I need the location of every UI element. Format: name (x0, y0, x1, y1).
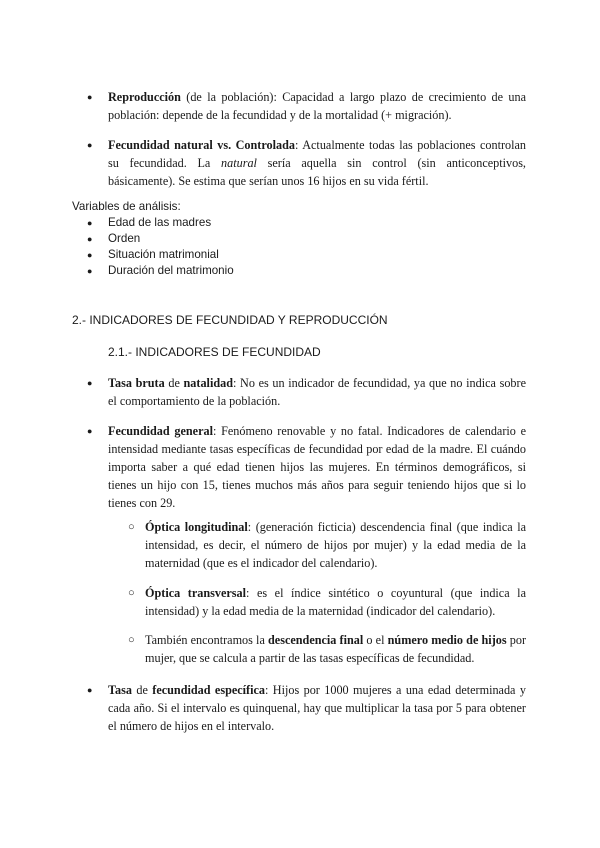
paragraph-fecundidad-general (108, 422, 526, 512)
bullet-icon: ● (87, 234, 93, 244)
paragraph-tasa-especifica (108, 681, 526, 735)
term-fecundidad-general: Fecundidad general (108, 424, 213, 438)
paragraph-optica-longitudinal (145, 518, 526, 572)
variable-item: Orden (108, 232, 141, 245)
text-tasa-especifica: : Hijos por 1000 mujeres a una edad determinada y cada año. Si el intervalo es quinquenal, hay que multiplicar la tasa por 5 para obtener el número de hijos en el intervalo. (108, 683, 526, 733)
paragraph-tasa-bruta (108, 374, 526, 410)
bullet-icon: ● (87, 140, 93, 150)
text-de: de (131, 683, 153, 697)
bullet-icon: ● (87, 92, 93, 102)
text-fecundidad-natural-2: sería aquella sin control (sin anticonceptivos, básicamente). Se estima que serían unos 16 hijos en su vida fértil. (108, 156, 526, 188)
bullet-icon: ● (87, 685, 93, 695)
paragraph-tambien (145, 631, 526, 667)
term-optica-transversal: Óptica transversal (145, 586, 246, 600)
bullet-icon: ● (87, 426, 93, 436)
variables-title: Variables de análisis: (72, 200, 181, 213)
term-tasa-bruta: Tasa bruta (108, 376, 165, 390)
bullet-icon: ● (87, 266, 93, 276)
text-tasa-bruta: : No es un indicador de fecundidad, ya que no indica sobre el comportamiento de la población. (108, 376, 526, 408)
circle-bullet-icon: ○ (128, 521, 135, 533)
term-optica-longitudinal: Óptica longitudinal (145, 520, 248, 534)
text-optica-longitudinal: : (generación ficticia) descendencia final (que indica la intensidad, es decir, el número de hijos por mujer) y la edad media de la maternidad (que es el indicador del calendario). (145, 520, 526, 570)
term-fecundidad-natural: Fecundidad natural vs. Controlada (108, 138, 295, 152)
bullet-icon: ● (87, 250, 93, 260)
heading-section-2-1: 2.1.- INDICADORES DE FECUNDIDAD (108, 345, 321, 359)
circle-bullet-icon: ○ (128, 634, 135, 646)
term-tasa: Tasa (108, 683, 132, 697)
paragraph-optica-transversal (145, 584, 526, 620)
text-tambien-3: por mujer, que se calcula a partir de las tasas específicas de fecundidad. (145, 633, 527, 665)
variable-item: Edad de las madres (108, 216, 212, 229)
term-natalidad: natalidad (183, 376, 233, 390)
text-optica-transversal: : es el índice sintético o coyuntural (que indica la intensidad) y la edad media de la maternidad (indicador del calendario). (145, 586, 526, 618)
term-fecundidad-especifica: fecundidad específica (152, 683, 265, 697)
variable-item: Situación matrimonial (108, 248, 219, 261)
paragraph-reproduccion (108, 88, 526, 124)
circle-bullet-icon: ○ (128, 587, 135, 599)
text-fecundidad-general: : Fenómeno renovable y no fatal. Indicadores de calendario e intensidad mediante tasas específicas de fecundidad por edad de la madre. El cuándo importa saber a qué edad tienen hijos las mujeres. En términos demográficos, si tienes un hijo con 15, tienes muchos más años para seguir teniendo hijos que si lo tienes con 29. (108, 424, 527, 510)
term-numero-medio-hijos: número medio de hijos (387, 633, 507, 647)
text-reproduccion: (de la población): Capacidad a largo plazo de crecimiento de una población: depende de la fecundidad y de la mortalidad (+ migración). (108, 90, 526, 122)
bullet-icon: ● (87, 378, 93, 388)
term-descendencia-final: descendencia final (268, 633, 364, 647)
text-fecundidad-natural-1: : Actualmente todas las poblaciones controlan su fecundidad. La (108, 138, 526, 170)
variable-item: Duración del matrimonio (108, 264, 234, 277)
italic-natural: natural (221, 156, 257, 170)
paragraph-fecundidad-natural (108, 136, 526, 190)
term-reproduccion: Reproducción (108, 90, 181, 104)
text-tambien-2: o el (363, 633, 388, 647)
text-tambien-1: También encontramos la (145, 633, 269, 647)
text-de: de (164, 376, 184, 390)
bullet-icon: ● (87, 218, 93, 228)
heading-section-2: 2.- INDICADORES DE FECUNDIDAD Y REPRODUCCIÓN (72, 313, 388, 327)
